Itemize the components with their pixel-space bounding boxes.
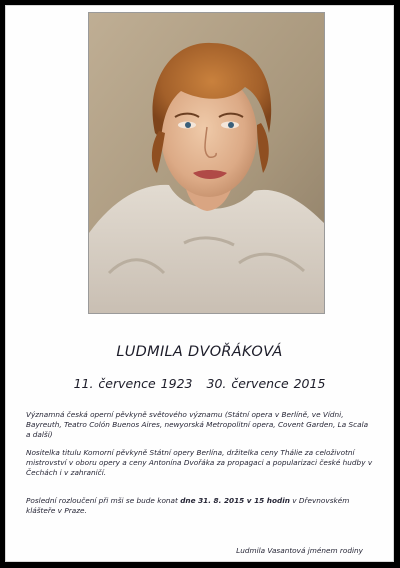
funeral-info-paragraph: [26, 496, 374, 516]
birth-date: 11. července 1923: [73, 376, 193, 391]
obituary-card: [5, 5, 394, 562]
funeral-location: v Dřevnovském klášteře v Praze.: [26, 496, 350, 515]
death-date: 30. července 2015: [206, 376, 326, 391]
funeral-info-intro: Poslední rozloučení při mši se bude konat: [26, 496, 181, 505]
awards-paragraph: Nositelka titulu Komorní pěvkyně Státní opery Berlína, držitelka ceny Thálie za celoživotní mistrovství v oboru opery a ceny Antonína Dvořáka za propagaci a popularizaci české hudby v Čechách i v zahraničí.: [26, 448, 373, 477]
life-dates: [6, 376, 393, 391]
funeral-date-time: dne 31. 8. 2015 v 15 hodin: [180, 496, 290, 505]
portrait-photo: [88, 12, 325, 314]
signature: Ludmila Vasantová jménem rodiny: [236, 546, 363, 555]
biography-paragraph: Významná česká operní pěvkyně světového významu (Státní opera v Berlíně, ve Vídni, Bayreuth, Teatro Colón Buenos Aires, newyorská Metropolitní opera, Covent Garden, La Scala a další): [26, 410, 369, 439]
deceased-name: LUDMILA DVOŘÁKOVÁ: [116, 344, 283, 360]
